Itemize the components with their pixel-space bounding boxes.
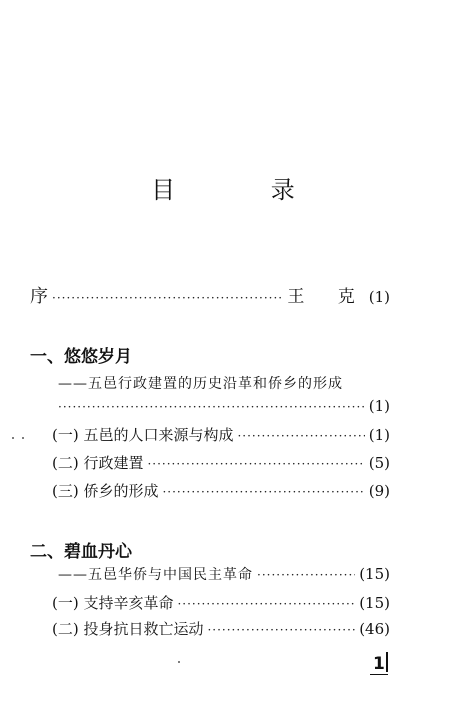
toc-entry-section-2-subtitle [58, 564, 390, 584]
toc-entry-section-1-subtitle [58, 397, 390, 415]
entry-label: (三) 侨乡的形成 [52, 482, 159, 500]
section-subtitle-2: ——五邑华侨与中国民主革命 [58, 567, 253, 583]
dot-leader [177, 597, 355, 611]
section-2-subtitle-page: (15) [359, 565, 390, 583]
scan-speck [178, 661, 180, 663]
toc-entry-1-3 [52, 480, 390, 501]
entry-page: (1) [368, 426, 390, 444]
dot-leader [147, 457, 364, 471]
section-1-subtitle-page: (1) [368, 397, 390, 415]
dot-leader [58, 400, 365, 414]
entry-page: (9) [368, 482, 390, 500]
dot-leader [207, 623, 355, 637]
dot-leader [257, 568, 355, 582]
entry-label: (二) 行政建置 [52, 454, 144, 472]
section-heading-1: 一、悠悠岁月 [30, 347, 132, 367]
toc-entry-preface [30, 282, 390, 308]
entry-label: (二) 投身抗日救亡运动 [52, 620, 204, 638]
toc-entry-1-1 [52, 424, 390, 445]
scan-speck [22, 437, 24, 439]
page-title: 目 录 [151, 176, 339, 204]
dot-leader [52, 291, 283, 305]
dot-leader [162, 485, 364, 499]
page-number: 1 [370, 654, 388, 675]
dot-leader [237, 429, 364, 443]
section-subtitle-1: ——五邑行政建置的历史沿革和侨乡的形成 [58, 376, 343, 392]
preface-label: 序 [30, 286, 48, 307]
toc-entry-2-2 [52, 618, 390, 639]
toc-entry-2-1 [52, 592, 390, 613]
entry-label: (一) 五邑的人口来源与构成 [52, 426, 234, 444]
entry-page: (5) [368, 454, 390, 472]
toc-entry-1-2 [52, 452, 390, 473]
entry-page: (46) [359, 620, 390, 638]
section-heading-2: 二、碧血丹心 [30, 542, 132, 562]
preface-page: (1) [368, 288, 390, 306]
entry-label: (一) 支持辛亥革命 [52, 594, 174, 612]
preface-author: 王 克 [287, 287, 369, 307]
entry-page: (15) [359, 594, 390, 612]
page-number-rule [386, 652, 388, 672]
scan-speck [12, 437, 14, 439]
